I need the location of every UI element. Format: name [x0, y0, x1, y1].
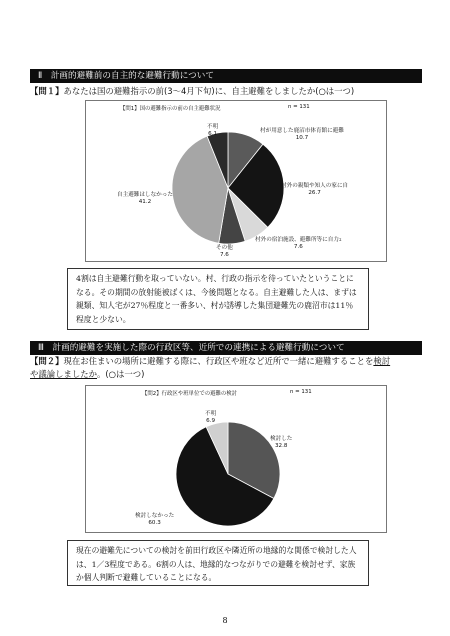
- slice-label-other: その他 7.6: [216, 245, 233, 258]
- chart-1-title: 【問1】国の避難指示の前の自主避難状況: [120, 106, 221, 112]
- slice-label-no-evac: 自主避難はしなかった 41.2: [117, 192, 173, 205]
- slice-label-lodging: 村外の宿泊施設、避難所等に自力ｪ 7.6: [255, 237, 342, 250]
- summary-box-2: 現在の避難先についての検討を前田行政区や隣近所の地縁的な関係で検討した人は、1／3程度である。6割の人は、地縁的なつながりでの避難を検討せず、家族か個人判断で避難していることになる。: [67, 540, 369, 586]
- chart-1-n: n = 131: [288, 104, 310, 110]
- slice-label-unknown: 不明 6.1: [207, 124, 219, 137]
- question-2-number: 【問２】: [30, 356, 64, 366]
- question-2: 【問２】現在お住まいの場所に避難する際に、行政区や班など近所で一緒に避難することを検討: [30, 356, 391, 366]
- slice-label-kanuma-gym: 村が用意した鹿沼市体育館に避難 10.7: [260, 128, 344, 141]
- pie-chart-1: [172, 132, 284, 244]
- summary-box-1: 4割は自主避難行動を取っていない。村、行政の指示を待っていたということになる。その期間の放射能被ばくは、今後問題となる。自主避難した人は、まずは親類、知人宅が27％程度と一番多い、村が誘導した集団避難先の鹿沼市は11％程度と少ない。: [67, 268, 369, 330]
- question-1-text: あなたは国の避難指示の前(3～4月下旬)に、自主避難をしましたか(○は一つ): [63, 86, 355, 96]
- chart-2-frame: [85, 385, 387, 533]
- slice-label-relatives: 村外の親類や知人の家に自 26.7: [281, 183, 349, 196]
- question-2-line-2: や議論しましたか。(○は一つ): [30, 369, 145, 379]
- section-3-heading: Ⅲ 計画的避難を実施した際の行政区等、近所での連携による避難行動について: [30, 341, 422, 355]
- chart-2-title: 【問2】行政区や班単位での避難の検討: [142, 391, 238, 397]
- chart-2-n: n = 131: [290, 389, 312, 395]
- question-1-number: 【問１】: [30, 86, 64, 96]
- page-number: 8: [222, 616, 228, 625]
- slice-label-unknown-2: 不明 6.9: [205, 411, 217, 424]
- slice-label-not-considered: 検討しなかった 60.3: [135, 513, 175, 526]
- slice-label-considered: 検討した 32.8: [270, 436, 293, 449]
- section-2-heading: Ⅱ 計画的避難前の自主的な避難行動について: [30, 69, 422, 83]
